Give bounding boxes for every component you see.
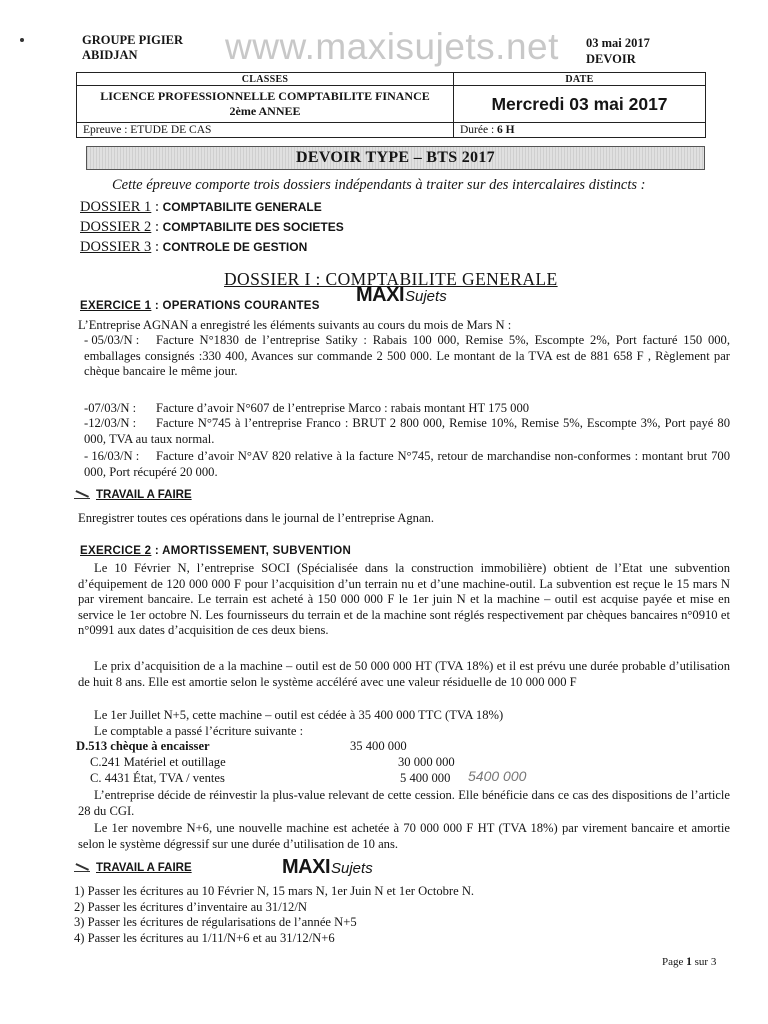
entry-account-3: C. 4431 État, TVA / ventes [90, 771, 225, 785]
maxisujets-logo [356, 284, 447, 307]
exam-type: DEVOIR [586, 52, 636, 66]
dossier-1: DOSSIER 1 : COMPTABILITE GENERALE [80, 199, 322, 215]
dossier-2: DOSSIER 2 : COMPTABILITE DES SOCIETES [80, 219, 344, 235]
entry-amount-1: 35 400 000 [350, 739, 407, 753]
travail-1-title [74, 489, 192, 501]
logo-sub: Sujets [331, 860, 373, 877]
intro-text: Cette épreuve comporte trois dossiers indépendants à traiter sur des intercalaires distincts : [112, 177, 646, 193]
footer-page-num: 1 [686, 956, 692, 968]
task-item: 1) Passer les écritures au 10 Février N, 15 mars N, 1er Juin N et 1er Octobre N. [74, 884, 475, 898]
op-07-03 [84, 401, 730, 417]
dossier-1-key: DOSSIER 1 [80, 199, 152, 215]
op-text: Facture N°745 à l’entreprise Franco : BRUT 2 800 000, Remise 10%, Remise 5%, Escompte 3%, Port payé 80 000, TVA au taux normal. [84, 416, 730, 446]
op-date: - 05/03/N : [84, 333, 140, 347]
logo-sub: Sujets [405, 288, 447, 305]
exercice2-p2: Le prix d’acquisition de a la machine – outil est de 50 000 000 HT (TVA 18%) et il est prévu une durée probable d’utilisation de huit 8 ans. Elle est amortie selon le système accéléré avec une valeur résiduelle de 10 000 000 F [78, 659, 730, 689]
op-date: -12/03/N : [84, 416, 137, 430]
info-main-row [77, 86, 706, 123]
exercice2-title: EXERCICE 2 : AMORTISSEMENT, SUBVENTION [80, 545, 352, 557]
op-05-03 [84, 333, 730, 380]
school-city: ABIDJAN [82, 48, 138, 62]
exercice2-p1: Le 10 Février N, l’entreprise SOCI (Spécialisée dans la construction immobilière) obtient de l’Etat une subvention d’équipement de 120 000 000 F pour l’acquisition d’un terrain nu et d’une machine-outil. La subvention est reçue le 15 mars N par virement bancaire. Le terrain est acheté à 150 000 000 F le 1er juin N et la machine – outil est acquise payée et mise en service le 1er octobre N. Les fournisseurs du terrain et de la machine sont réglés respectivement par chèques bancaires n°0910 et n°0991 aux dates d’acquisition de ces deux biens. [78, 561, 730, 637]
handwritten-note: 5400 000 [468, 768, 527, 784]
travail-1-label: TRAVAIL A FAIRE [96, 489, 192, 501]
op-text: Facture d’avoir N°607 de l’entreprise Marco : rabais montant HT 175 000 [156, 401, 530, 415]
maxisujets-logo-2 [282, 856, 373, 879]
account-label: D.513 chèque à encaisser [76, 739, 210, 753]
entry-account-1 [76, 739, 210, 754]
task-item: 3) Passer les écritures de régularisations de l’année N+5 [74, 915, 357, 929]
exercice2-p6: Le 1er novembre N+6, une nouvelle machine est achetée à 70 000 000 F HT (TVA 18%) par virement bancaire et amortie selon le système dégressif sur une durée d’utilisation de 10 ans. [78, 821, 730, 851]
banner-title: DEVOIR TYPE – BTS 2017 [86, 146, 705, 170]
watermark-url: www.maxisujets.net [225, 26, 559, 67]
dossier-heading: DOSSIER I : COMPTABILITE GENERALE [224, 269, 558, 289]
info-epreuve-row [77, 123, 706, 138]
exercice2-label: EXERCICE 2 [80, 545, 152, 557]
travail-2-label: TRAVAIL A FAIRE [96, 862, 192, 874]
classes-value [77, 86, 454, 123]
dossier-2-key: DOSSIER 2 [80, 219, 152, 235]
op-text: Facture d’avoir N°AV 820 relative à la facture N°745, retour de marchandise non-conformes : montant brut 700 000, Port récupéré 20 000. [84, 449, 730, 479]
info-table [76, 72, 706, 138]
travail-1-text: Enregistrer toutes ces opérations dans le journal de l’entreprise Agnan. [78, 511, 435, 525]
op-16-03 [84, 449, 730, 480]
entry-amount-2: 30 000 000 [398, 755, 455, 769]
exercice1-intro: L’Entreprise AGNAN a enregistré les éléments suivants au cours du mois de Mars N : [78, 318, 512, 332]
duree-label: Durée : [460, 124, 495, 136]
task-list [74, 884, 474, 946]
date-label: DATE [454, 73, 706, 86]
scan-dot [20, 38, 24, 42]
date-value: Mercredi 03 mai 2017 [454, 86, 706, 123]
header-school [82, 33, 183, 63]
duree-value: 6 H [497, 124, 515, 136]
exercice2-p4: Le comptable a passé l’écriture suivante : [94, 724, 304, 738]
classes-line1: LICENCE PROFESSIONNELLE COMPTABILITE FINANCE [100, 89, 430, 103]
travail-2-title [74, 862, 192, 874]
logo-main: MAXI [282, 856, 330, 878]
classes-line2: 2ème ANNEE [229, 104, 301, 118]
school-name: GROUPE PIGIER [82, 33, 184, 47]
exercice2-p5: L’entreprise décide de réinvestir la plus-value relevant de cette cession. Elle bénéficie dans ce cas des dispositions de l’article 28 du CGI. [78, 788, 730, 818]
op-date: -07/03/N : [84, 401, 137, 415]
dossier-3: DOSSIER 3 : CONTROLE DE GESTION [80, 239, 308, 255]
task-item: 2) Passer les écritures d’inventaire au 31/12/N [74, 899, 307, 914]
pencil-icon [74, 863, 90, 872]
info-header-row [77, 73, 706, 86]
page-footer [662, 956, 716, 968]
exercice2-p3: Le 1er Juillet N+5, cette machine – outil est cédée à 35 400 000 TTC (TVA 18%) [94, 708, 504, 722]
op-date: - 16/03/N : [84, 449, 140, 463]
dossier-3-key: DOSSIER 3 [80, 239, 152, 255]
footer-page-total: sur 3 [694, 956, 717, 968]
epreuve: Epreuve : ETUDE DE CAS [77, 123, 454, 138]
dossier-3-value: CONTROLE DE GESTION [162, 240, 308, 254]
duree [454, 123, 706, 138]
exam-date: 03 mai 2017 [586, 36, 650, 50]
header-date [586, 35, 650, 67]
dossier-2-value: COMPTABILITE DES SOCIETES [162, 220, 344, 234]
footer-page-label: Page [662, 956, 684, 968]
task-item: 4) Passer les écritures au 1/11/N+6 et au 31/12/N+6 [74, 930, 335, 945]
op-text: Facture N°1830 de l’entreprise Satiky : Rabais 100 000, Remise 5%, Escompte 2%, Port facturé 150 000, emballages consignés :330 400, Avances sur commande 2 500 000. Le montant de la TVA est de 881 658 F , Règlement par chèque bancaire le même jour. [84, 333, 730, 378]
pencil-icon [74, 490, 90, 499]
logo-main: MAXI [356, 284, 404, 306]
classes-label: CLASSES [77, 73, 454, 86]
dossier-1-value: COMPTABILITE GENERALE [162, 200, 322, 214]
exercice2-name: AMORTISSEMENT, SUBVENTION [162, 545, 352, 557]
exercice1-name: OPERATIONS COURANTES [162, 300, 320, 312]
entry-amount-3: 5 400 000 [400, 771, 451, 785]
op-12-03 [84, 416, 730, 447]
entry-account-2: C.241 Matériel et outillage [90, 755, 226, 769]
exercice1-label: EXERCICE 1 [80, 300, 152, 312]
exercice1-title: EXERCICE 1 : OPERATIONS COURANTES [80, 300, 320, 312]
